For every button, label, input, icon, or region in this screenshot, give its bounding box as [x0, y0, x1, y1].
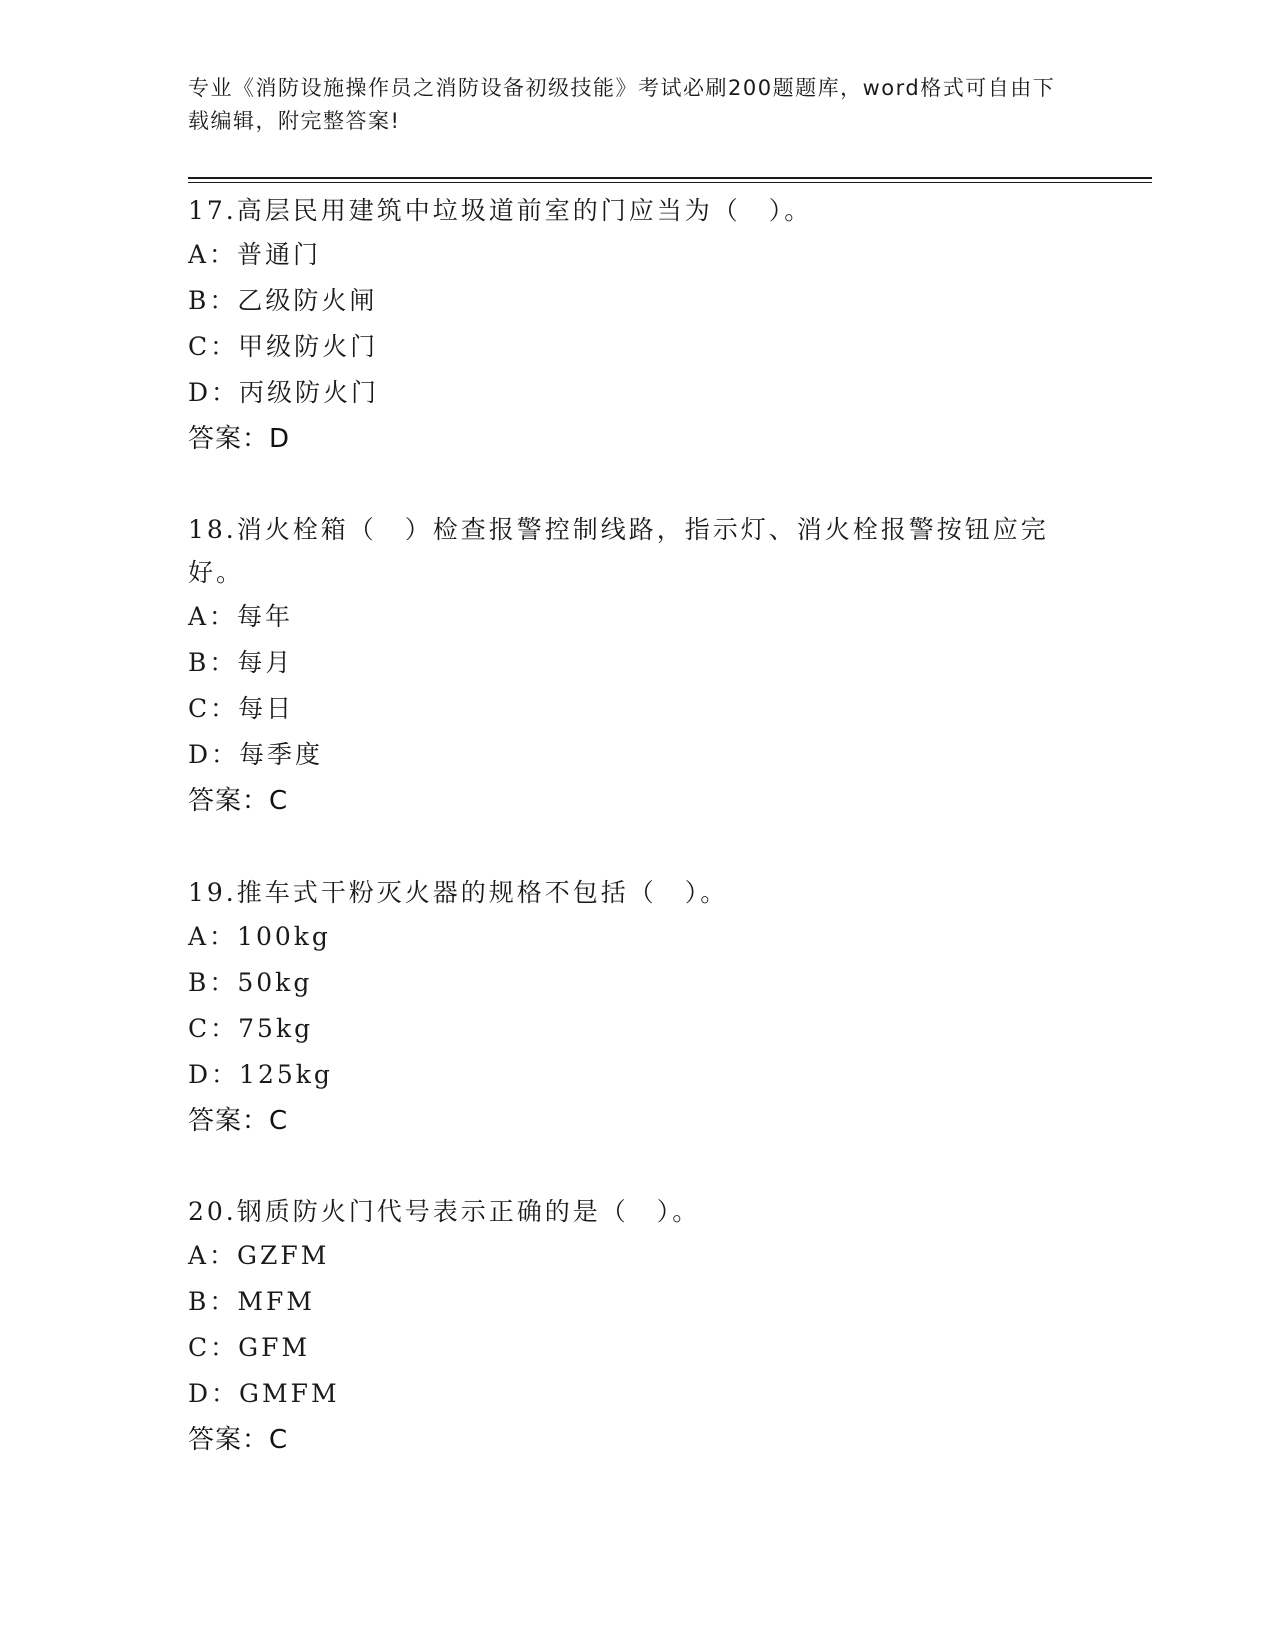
option-a: A：每年 — [188, 602, 294, 631]
header-divider-thin — [188, 182, 1152, 183]
answer-line: 答案：C — [188, 786, 289, 816]
header-divider-thick — [188, 177, 1152, 179]
question-17 — [188, 189, 1088, 462]
option-a: A：GZFM — [188, 1241, 330, 1270]
question-stem: 18.消火栓箱（ ）检查报警控制线路，指示灯、消火栓报警按钮应完好。 — [188, 515, 1049, 587]
answer-line: 答案：D — [188, 424, 291, 454]
question-19 — [188, 871, 1088, 1144]
question-18 — [188, 508, 1088, 824]
option-b: B：MFM — [188, 1287, 315, 1316]
answer-line: 答案：C — [188, 1425, 289, 1455]
option-c: C：甲级防火门 — [188, 332, 379, 361]
question-20 — [188, 1190, 1088, 1463]
question-stem: 20.钢质防火门代号表示正确的是（ ）。 — [188, 1197, 701, 1226]
option-b: B：乙级防火闸 — [188, 286, 378, 315]
option-c: C：GFM — [188, 1333, 311, 1362]
option-b: B：50kg — [188, 968, 313, 997]
option-b: B：每月 — [188, 648, 294, 677]
option-d: D：每季度 — [188, 740, 324, 769]
option-a: A：100kg — [188, 922, 331, 951]
option-d: D：125kg — [188, 1060, 333, 1089]
option-d: D：GMFM — [188, 1379, 340, 1408]
question-stem: 19.推车式干粉灭火器的规格不包括（ ）。 — [188, 878, 729, 907]
question-stem: 17.高层民用建筑中垃圾道前室的门应当为（ ）。 — [188, 196, 813, 225]
option-a: A：普通门 — [188, 240, 322, 269]
answer-line: 答案：C — [188, 1106, 289, 1136]
option-c: C：每日 — [188, 694, 295, 723]
option-d: D：丙级防火门 — [188, 378, 380, 407]
document-intro: 专业《消防设施操作员之消防设备初级技能》考试必刷200题题库，word格式可自由下载编辑，附完整答案! — [188, 76, 1056, 133]
option-c: C：75kg — [188, 1014, 314, 1043]
